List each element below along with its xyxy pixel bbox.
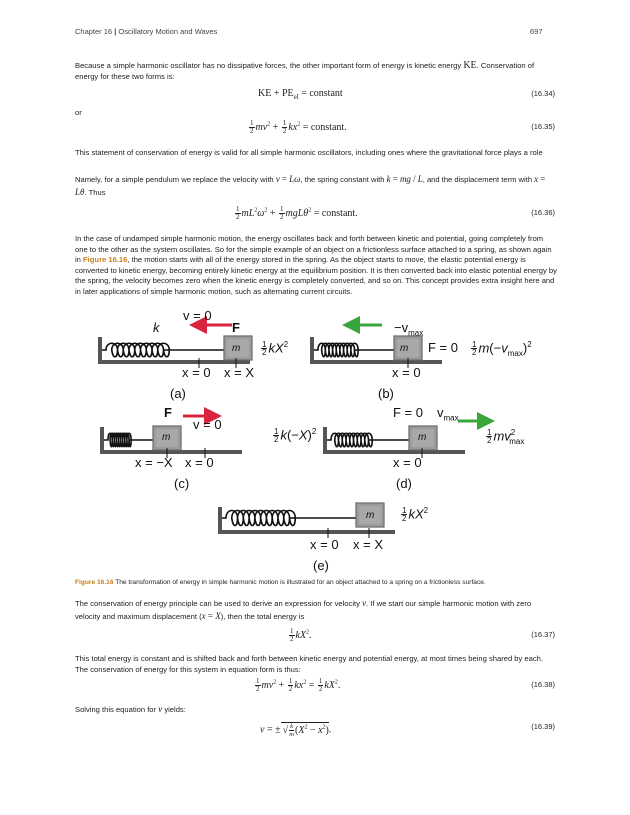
paragraph-3-b: , the spring constant with bbox=[300, 175, 385, 184]
panel-c-label: (c) bbox=[174, 476, 190, 491]
v-symbol-2: v bbox=[158, 704, 163, 714]
equation-16-35: $\frac{1}{2}$ $mv^2$ + $\frac{1}{2}$ $kx^2$ = constant. bbox=[250, 119, 347, 135]
paragraph-7 bbox=[75, 704, 555, 716]
x-equals-l-theta: x bbox=[534, 174, 539, 184]
panel-a-spring bbox=[102, 343, 225, 357]
panel-c-force-label: F bbox=[164, 405, 172, 420]
eq34-sub: el bbox=[293, 93, 299, 101]
panel-c-mass: m bbox=[162, 432, 171, 443]
panel-d-force: F = 0 bbox=[393, 405, 423, 420]
panel-b-label: (b) bbox=[378, 386, 394, 401]
paragraph-4-b: , the motion starts with all of the energy stored in the spring. As the object starts to move, the elastic potential energy is converted to kinetic energy, becoming entirely kinetic energy at the equilibrium position. It is then converted back into elastic potential energy by the spring, the velocity becomes zero when the kinetic energy is completely converted, and so on. This concept provides extra insight here and in later applications of simple harmonic motion, such as alternating current circuits. bbox=[75, 255, 557, 296]
panel-e-mass: m bbox=[366, 510, 375, 521]
eq34-rhs: = constant bbox=[298, 88, 343, 99]
paragraph-4-a: In the case of undamped simple harmonic motion, the energy oscillates back and forth between kinetic and potential, going completely from one to the other as the system oscillates. So for the simple example of an object on a frictionless surface attached to a spring, as shown again in bbox=[75, 234, 552, 264]
paragraph-3-a: Namely, for a simple pendulum we replace the velocity with bbox=[75, 175, 274, 184]
panel-e-spring bbox=[222, 511, 357, 526]
paragraph-3: Namely, for a simple pendulum we replace the velocity with v = Lω, the spring constant with k = mg / L, and the displacement term with x = Lθ. Thus bbox=[75, 174, 546, 197]
equation-number-16-34: (16.34) bbox=[531, 89, 555, 98]
panel-b-x0: x = 0 bbox=[392, 365, 421, 380]
equation-number-16-38: (16.38) bbox=[531, 680, 555, 689]
panel-b-force: F = 0 bbox=[428, 340, 458, 355]
panel-d-mass: m bbox=[418, 432, 427, 443]
paragraph-1-text: Because a simple harmonic oscillator has no dissipative forces, the other important form of energy is kinetic energy bbox=[75, 61, 462, 70]
equation-number-16-37: (16.37) bbox=[531, 630, 555, 639]
panel-d-energy: $\frac{1}{2}$ $mv^2_{max}$ bbox=[487, 428, 525, 446]
panel-d-label: (d) bbox=[396, 476, 412, 491]
paragraph-6: This total energy is constant and is shifted back and forth between kinetic energy and potential energy, at most times being shared by each. The conservation of energy for this system in equation form is thus: bbox=[75, 654, 543, 674]
equation-number-16-39: (16.39) bbox=[531, 722, 555, 731]
x-equals-X: x bbox=[201, 611, 206, 621]
panel-b-energy: $\frac{1}{2}$ $m(-v_{max})^2$ bbox=[472, 340, 532, 358]
panel-c-xneg: x = −X bbox=[135, 455, 173, 470]
panel-d-velocity bbox=[437, 405, 459, 423]
v-equals-l-omega: v bbox=[275, 174, 280, 184]
panel-d-spring bbox=[327, 433, 410, 447]
paragraph-5: The conservation of energy principle can be used to derive an expression for velocity v. If we start our simple harmonic motion with zero velocity and maximum displacement (x = X), then the total energy is bbox=[75, 598, 532, 621]
panel-c-spring bbox=[104, 433, 154, 447]
paragraph-5-a: The conservation of energy principle can be used to derive an expression for velocity bbox=[75, 599, 360, 608]
eq36-constant: constant. bbox=[321, 207, 358, 219]
equation-16-39: v = ± √ $\frac{k}{m}$ $(X^2 - x^2)$. bbox=[260, 723, 332, 738]
equation-16-37: $\frac{1}{2}$ $kX^2$. bbox=[290, 627, 312, 643]
panel-d-x0: x = 0 bbox=[393, 455, 422, 470]
panel-e-xX: x = X bbox=[353, 537, 383, 552]
panel-b-mass: m bbox=[400, 343, 409, 354]
panel-a-velocity: v = 0 bbox=[183, 308, 212, 323]
panel-c-x0: x = 0 bbox=[185, 455, 214, 470]
panel-d-velocity-text: v bbox=[437, 405, 444, 420]
eq35-constant: constant. bbox=[310, 121, 347, 133]
paragraph-5-b: . If we start our simple harmonic motion with zero velocity and maximum displacement ( bbox=[75, 599, 532, 621]
paragraph-2: This statement of conservation of energy is valid for all simple harmonic oscillators, including ones where the gravitational force plays a role bbox=[75, 148, 543, 157]
ke-symbol: KE bbox=[463, 60, 477, 71]
panel-b-velocity-text: −v bbox=[394, 320, 409, 335]
chapter-number: Chapter 16 bbox=[75, 27, 113, 36]
panel-b-velocity-sub: max bbox=[408, 328, 424, 338]
panel-e-x0: x = 0 bbox=[310, 537, 339, 552]
panel-a-xX: x = X bbox=[224, 365, 254, 380]
paragraph-1-tail: . Conservation of energy for these two forms is: bbox=[75, 61, 535, 81]
page-number: 697 bbox=[530, 27, 543, 36]
equation-16-36: $\frac{1}{2}$ $mL^2\omega^2$ + $\frac{1}{2}$ mgLθ$^2$ = constant. bbox=[236, 205, 358, 221]
panel-c-energy: $\frac{1}{2}$ $k(-X)^2$ bbox=[274, 427, 317, 445]
or-text: or bbox=[75, 108, 82, 117]
panel-a-spring-constant: k bbox=[153, 320, 160, 335]
figure-caption-label: Figure 16.16 bbox=[75, 579, 114, 586]
figure-16-16-link[interactable]: Figure 16.16 bbox=[83, 255, 128, 264]
v-symbol: v bbox=[362, 598, 367, 608]
paragraph-3-d: . Thus bbox=[84, 188, 106, 197]
panel-b-spring bbox=[314, 343, 395, 357]
panel-b-velocity bbox=[394, 320, 423, 338]
paragraph-5-c: ), then the total energy is bbox=[220, 612, 305, 621]
panel-d-velocity-sub: max bbox=[443, 413, 459, 423]
chapter-title: Oscillatory Motion and Waves bbox=[118, 27, 218, 36]
panel-a-x0: x = 0 bbox=[182, 365, 211, 380]
eq34-lhs: KE + PE bbox=[258, 88, 294, 99]
panel-a-energy: $\frac{1}{2}$ $kX^2$ bbox=[262, 340, 289, 358]
header-separator: | bbox=[114, 27, 117, 36]
panel-e-label: (e) bbox=[313, 558, 329, 573]
panel-a-mass: m bbox=[232, 343, 241, 354]
panel-e-energy: $\frac{1}{2}$ $kX^2$ bbox=[402, 506, 429, 524]
paragraph-7-b: yields: bbox=[164, 705, 186, 714]
figure-caption bbox=[75, 579, 555, 586]
paragraph-3-c: , and the displacement term with bbox=[422, 175, 533, 184]
equation-16-38: $\frac{1}{2}$ $mv^2$ + $\frac{1}{2}$ $kx^2$ = $\frac{1}{2}$ $kX^2$. bbox=[256, 677, 341, 693]
figure-caption-text: The transformation of energy in simple harmonic motion is illustrated for an object attached to a spring on a frictionless surface. bbox=[115, 579, 486, 586]
k-equals-mg-over-l: k bbox=[386, 174, 391, 184]
equation-number-16-35: (16.35) bbox=[531, 122, 555, 131]
panel-c-velocity: v = 0 bbox=[193, 417, 222, 432]
paragraph-7-a: Solving this equation for bbox=[75, 705, 157, 714]
panel-a-force-label: F bbox=[232, 320, 240, 335]
equation-number-16-36: (16.36) bbox=[531, 208, 555, 217]
panel-a-label: (a) bbox=[170, 386, 186, 401]
